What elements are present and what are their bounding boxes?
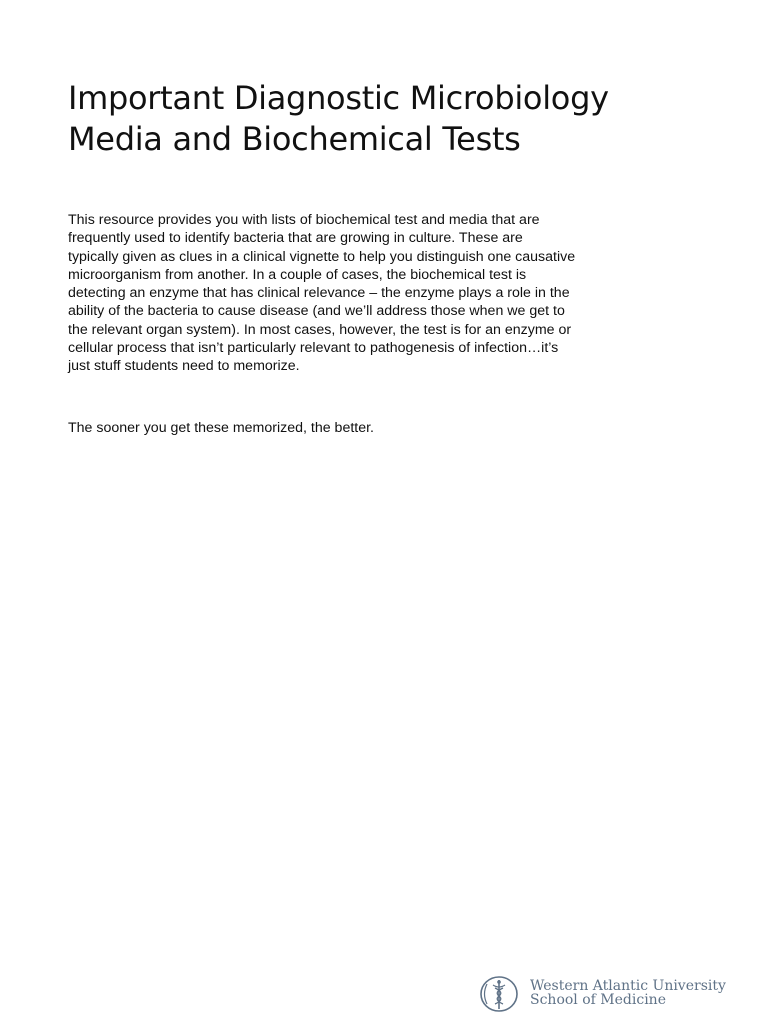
- paragraph-line: the relevant organ system). In most cases, however, the test is for an enzyme or: [68, 321, 572, 338]
- logo-line-1: Western Atlantic University: [530, 978, 726, 994]
- caduceus-icon: [478, 974, 522, 1014]
- paragraph-line: detecting an enzyme that has clinical relevance – the enzyme plays a role in the: [68, 285, 570, 302]
- paragraph-line: cellular process that isn’t particularly relevant to pathogenesis of infection…it’s: [68, 340, 559, 357]
- logo-text: [530, 979, 726, 1007]
- paragraph-line: typically given as clues in a clinical vignette to help you distinguish one causative: [68, 248, 576, 265]
- logo-line-2: School of Medicine: [530, 992, 666, 1008]
- title-line-2: Media and Biochemical Tests: [68, 120, 521, 158]
- paragraph-line: ability of the bacteria to cause disease (and we’ll address those when we get to: [68, 303, 565, 320]
- paragraph-line: frequently used to identify bacteria that are growing in culture. These are: [68, 230, 523, 247]
- page-title: [68, 78, 708, 160]
- intro-paragraph: [68, 211, 648, 376]
- closing-sentence: The sooner you get these memorized, the better.: [68, 420, 374, 436]
- paragraph-line: microorganism from another. In a couple of cases, the biochemical test is: [68, 266, 527, 283]
- university-logo: [478, 974, 748, 1014]
- paragraph-line: just stuff students need to memorize.: [68, 358, 300, 375]
- paragraph-line: This resource provides you with lists of biochemical test and media that are: [68, 212, 540, 228]
- title-line-1: Important Diagnostic Microbiology: [68, 79, 609, 117]
